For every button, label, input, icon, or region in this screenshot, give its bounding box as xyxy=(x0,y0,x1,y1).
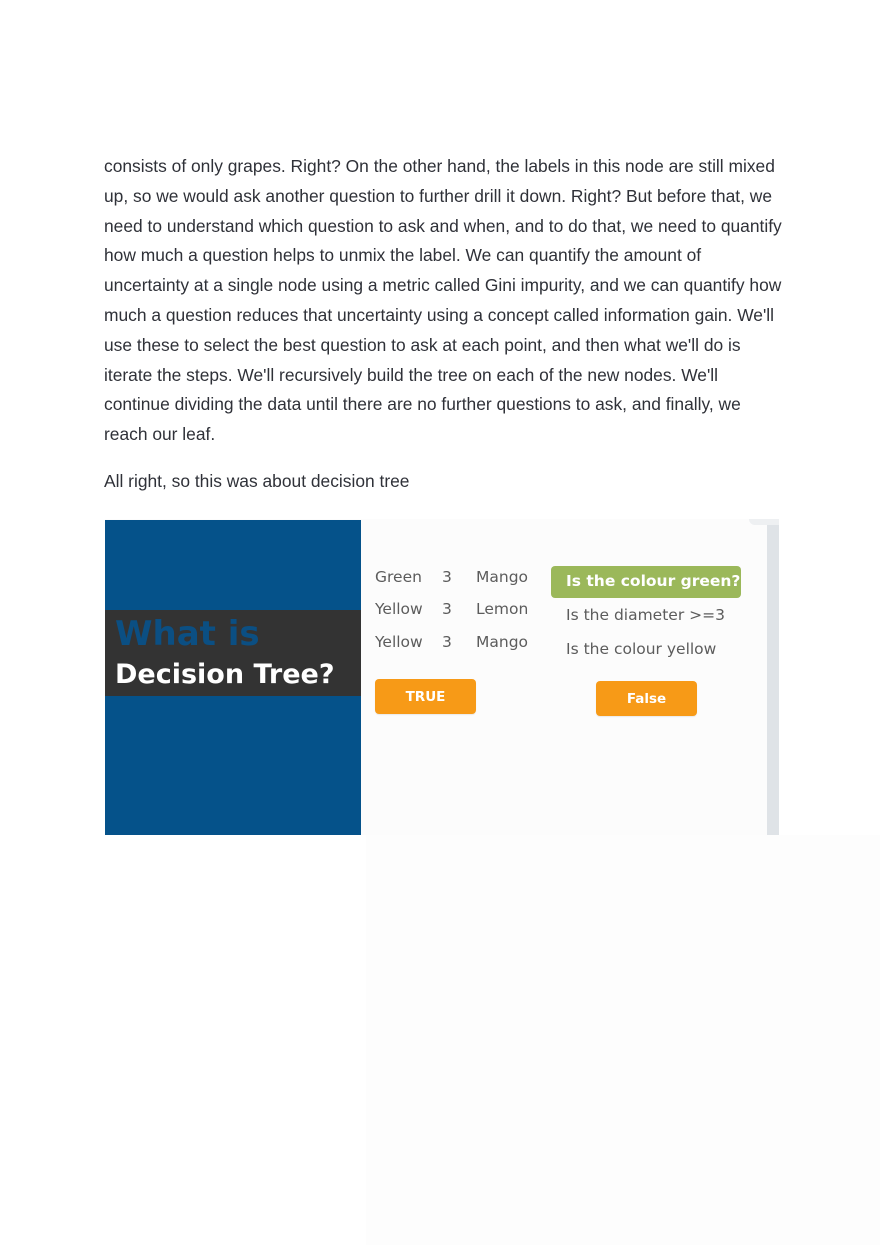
true-label: TRUE xyxy=(375,679,476,714)
question-colour-yellow: Is the colour yellow xyxy=(566,640,717,658)
table-cell-colour: Green xyxy=(375,568,422,586)
text-line: need to understand which question to ask and when, and to do that, we need to quantify xyxy=(104,215,782,236)
page-shade xyxy=(366,835,880,1245)
table-cell-colour: Yellow xyxy=(375,633,423,651)
closing-paragraph: All right, so this was about decision tree xyxy=(104,471,410,491)
text-line: uncertainty at a single node using a metric called Gini impurity, and we can quantify how xyxy=(104,275,782,296)
figure-title-line-1: What is xyxy=(115,614,260,654)
text-line: consists of only grapes. Right? On the other hand, the labels in this node are still mixed xyxy=(104,156,775,176)
text-line: reach our leaf. xyxy=(104,424,216,445)
table-cell-diameter: 3 xyxy=(442,600,452,618)
question-diameter: Is the diameter >=3 xyxy=(566,606,725,624)
table-cell-label: Lemon xyxy=(476,600,529,618)
text-line: up, so we would ask another question to further drill it down. Right? But before that, we xyxy=(104,185,772,206)
text-line: iterate the steps. We'll recursively build the tree on each of the new nodes. We'll xyxy=(104,364,719,385)
text-line: continue dividing the data until there are no further questions to ask, and finally, we xyxy=(104,394,741,415)
body-paragraph xyxy=(104,152,784,450)
text-line: use these to select the best question to ask at each point, and then what we'll do is xyxy=(104,334,741,355)
table-cell-diameter: 3 xyxy=(442,568,452,586)
figure-title-line-2: Decision Tree? xyxy=(115,659,335,690)
table-cell-label: Mango xyxy=(476,633,529,651)
question-colour-green: Is the colour green? xyxy=(566,572,741,590)
scrollbar xyxy=(767,525,779,835)
decision-tree-figure xyxy=(105,519,779,835)
false-label: False xyxy=(596,681,697,716)
table-cell-label: Mango xyxy=(476,568,529,586)
table-cell-colour: Yellow xyxy=(375,600,423,618)
table-cell-diameter: 3 xyxy=(442,633,452,651)
text-line: much a question reduces that uncertainty using a concept called information gain. We'll xyxy=(104,304,775,325)
text-line: how much a question helps to unmix the label. We can quantify the amount of xyxy=(104,245,702,266)
